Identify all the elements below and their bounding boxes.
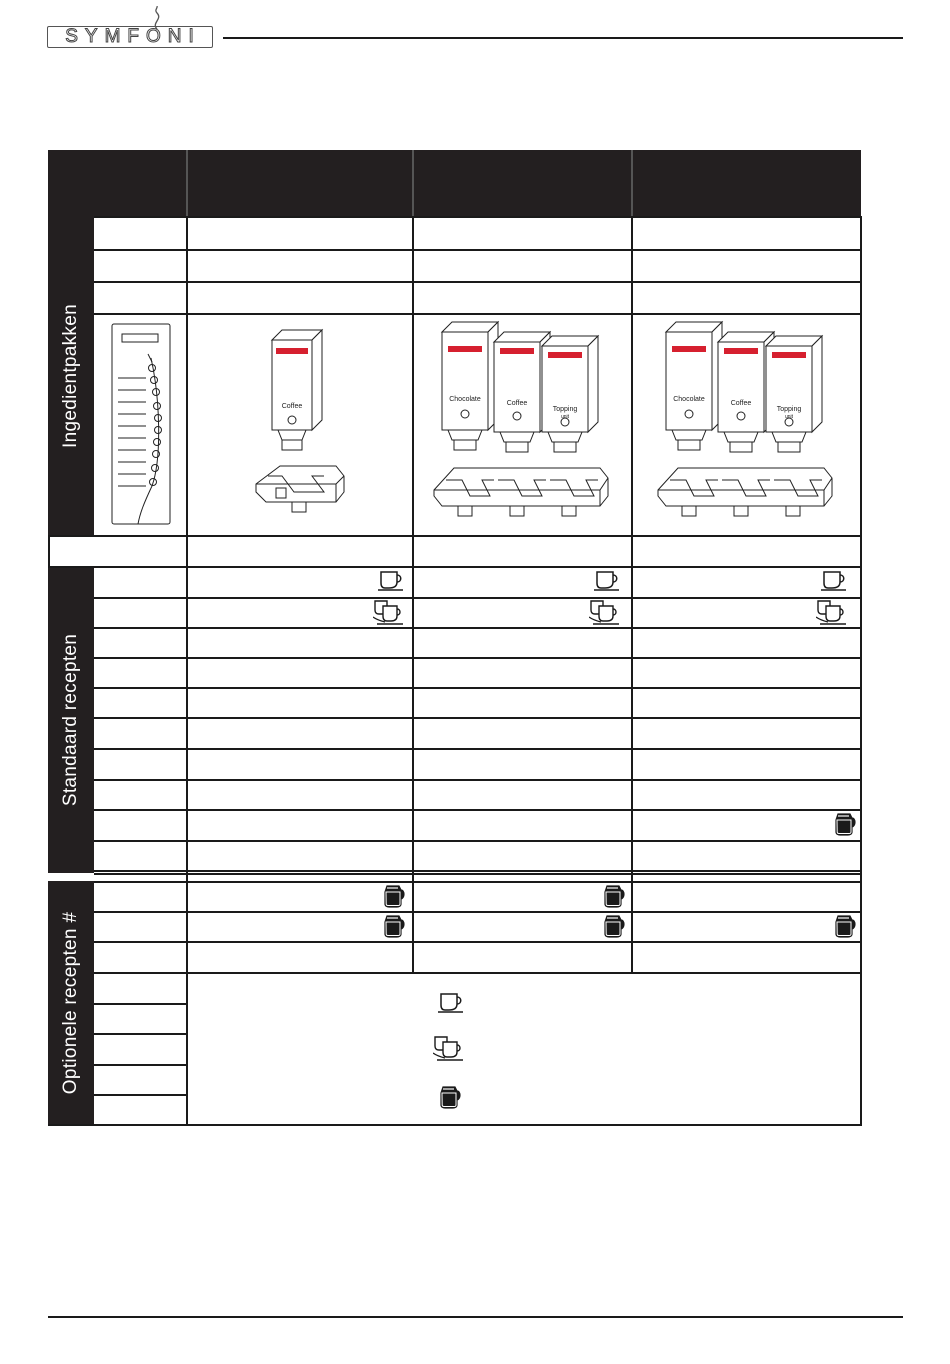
section-label-ingredients: Ingedientpakken — [60, 304, 81, 448]
table-header — [48, 150, 861, 216]
canister-badge — [724, 348, 758, 354]
row-divider — [94, 535, 862, 537]
canister-group-col2 — [428, 318, 618, 528]
row-divider — [94, 911, 862, 913]
side-bar-standard — [48, 567, 94, 873]
canister-label: Topping — [776, 406, 802, 413]
row-divider — [94, 597, 862, 599]
double-cup-icon — [816, 600, 848, 627]
canister-group-col3 — [652, 318, 842, 528]
row-divider — [94, 941, 862, 943]
double-cup-icon — [433, 1036, 465, 1063]
canister-badge — [448, 346, 482, 352]
canister-badge — [548, 352, 582, 358]
jug-icon — [834, 812, 858, 838]
row-divider — [94, 748, 862, 750]
jug-icon — [603, 884, 627, 910]
cup-icon — [437, 992, 465, 1016]
jug-icon — [834, 914, 858, 940]
canister-label: Coffee — [506, 400, 528, 407]
row-divider — [94, 870, 862, 872]
col-divider — [48, 535, 50, 567]
row-divider — [48, 1124, 862, 1126]
row-divider — [94, 249, 862, 251]
row-divider — [94, 873, 862, 875]
row-divider — [94, 657, 862, 659]
side-bar-optional — [48, 881, 94, 1125]
canister-badge — [672, 346, 706, 352]
row-divider — [94, 313, 862, 315]
row-divider — [94, 809, 862, 811]
logo-text: SYMFONI — [47, 26, 213, 48]
section-label-optional: Optionele recepten # — [60, 911, 81, 1095]
canister-group-col1 — [252, 326, 352, 522]
canister-label: Topping — [552, 406, 578, 413]
canister-label: Coffee — [730, 400, 752, 407]
row-divider — [94, 881, 862, 883]
row-divider — [94, 687, 862, 689]
header-divider — [186, 150, 188, 216]
row-divider — [94, 1064, 186, 1066]
canister-badge — [500, 348, 534, 354]
section-label-standard: Standaard recepten — [60, 633, 81, 807]
header-divider — [412, 150, 414, 216]
canister-badge — [276, 348, 308, 354]
canister-label: Chocolate — [673, 396, 705, 403]
double-cup-icon — [589, 600, 621, 627]
row-divider — [94, 779, 862, 781]
double-cup-icon — [373, 600, 405, 627]
cup-icon — [593, 570, 621, 594]
row-divider — [94, 1094, 186, 1096]
canister-badge — [772, 352, 806, 358]
canister-label: Chocolate — [449, 396, 481, 403]
cup-icon — [820, 570, 848, 594]
col-divider — [412, 216, 414, 973]
canister-subtext: unit — [784, 414, 794, 420]
col-divider — [186, 216, 188, 1125]
row-divider — [48, 535, 94, 537]
row-divider — [94, 972, 862, 974]
header-rule — [223, 37, 903, 39]
col-divider — [860, 216, 862, 1125]
row-divider — [94, 1033, 186, 1035]
row-divider — [94, 627, 862, 629]
jug-icon — [603, 914, 627, 940]
dispenser-tray — [434, 468, 608, 516]
row-divider — [94, 1003, 186, 1005]
jug-icon — [383, 914, 407, 940]
jug-icon — [383, 884, 407, 910]
dispenser-tray — [658, 468, 832, 516]
cup-icon — [377, 570, 405, 594]
row-divider — [94, 216, 862, 218]
machine-panel-illustration — [100, 318, 182, 530]
row-divider — [94, 717, 862, 719]
canister-label: Coffee — [281, 403, 303, 410]
row-divider — [48, 566, 94, 568]
header-divider — [631, 150, 633, 216]
side-bar-ingredients — [48, 216, 94, 535]
canister-subtext: unit — [560, 414, 570, 420]
row-divider — [94, 281, 862, 283]
jug-icon — [439, 1085, 463, 1111]
col-divider — [631, 216, 633, 973]
dispenser-tray — [256, 466, 344, 512]
row-divider — [94, 840, 862, 842]
footer-rule — [48, 1316, 903, 1318]
row-divider — [94, 566, 862, 568]
